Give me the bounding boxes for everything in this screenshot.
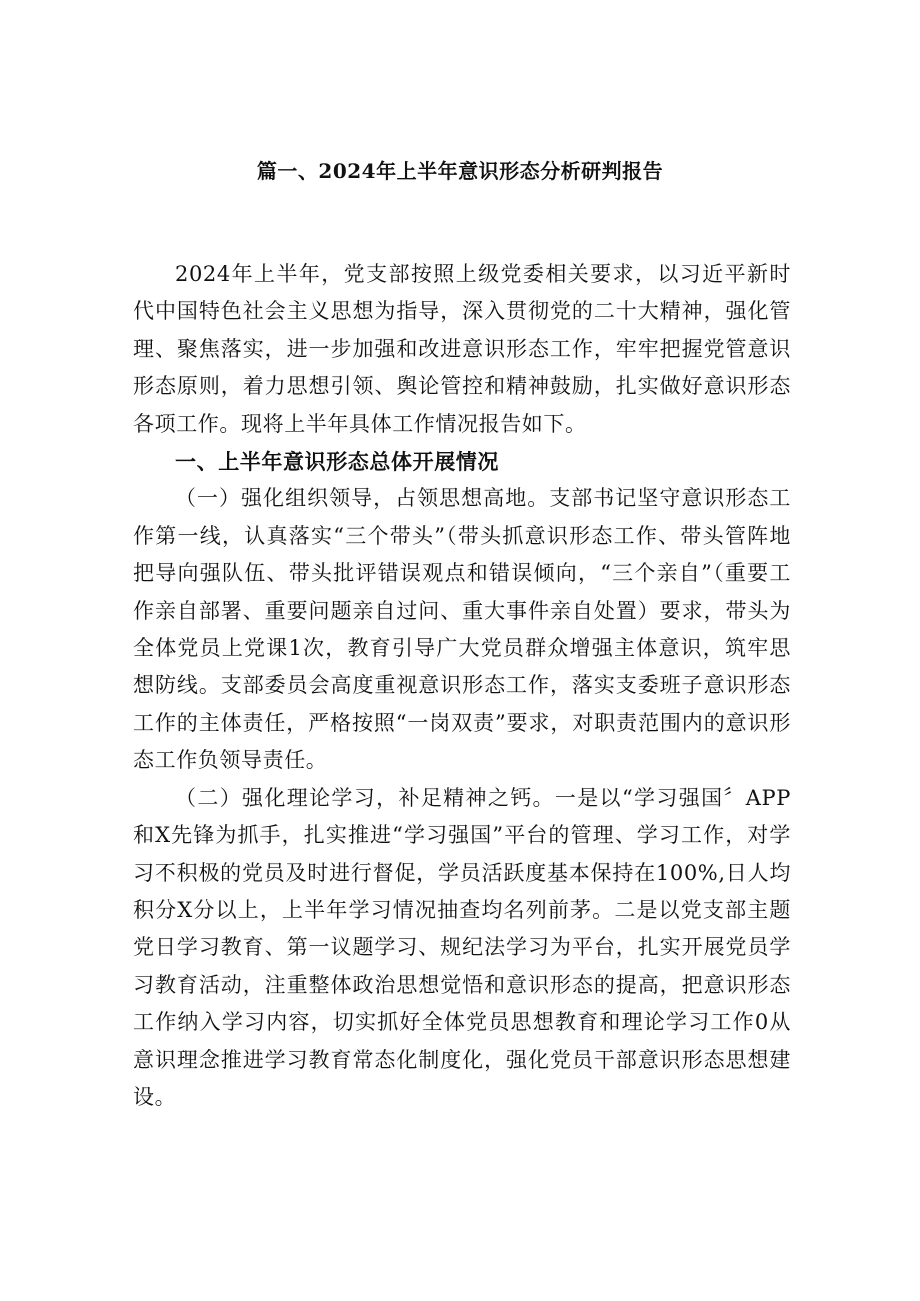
- document-title: 篇一、2024年上半年意识形态分析研判报告: [256, 159, 664, 183]
- paragraph-theory-study: （二）强化理论学习，补足精神之钙。一是以“学习强国〞APP和X先锋为抓手，扎实推进“学习强国”平台的管理、学习工作，对学习不积极的党员及时进行督促，学员活跃度基本保持在100%,日人均积分X分以上，上半年学习情况抽查均名列前茅。二是以党支部主题党日学习教育、第一议题学习、规纪法学习为平台，扎实开展党员学习教育活动，注重整体政治思想觉悟和意识形态的提高，把意识形态工作纳入学习内容，切实抓好全体党员思想教育和理论学习工作0从意识理念推进学习教育常态化制度化，强化党员干部意识形态思想建设。: [133, 785, 791, 1109]
- paragraph-organization-leadership: （一）强化组织领导，占领思想高地。支部书记坚守意识形态工作第一线，认真落实“三个带头”（带头抓意识形态工作、带头管阵地把导向强队伍、带头批评错误观点和错误倾向，“三个亲自”（重要工作亲自部署、重要问题亲自过问、重大事件亲自处置）要求，带头为全体党员上党课1次，教育引导广大党员群众增强主体意识，筑牢思想防线。支部委员会高度重视意识形态工作，落实支委班子意识形态工作的主体责任，严格按照“一岗双责”要求，对职责范围内的意识形态工作负领导责任。: [133, 486, 791, 773]
- section-heading-1: 一、上半年意识形态总体开展情况: [175, 449, 499, 475]
- intro-paragraph: 2024年上半年，党支部按照上级党委相关要求，以习近平新时代中国特色社会主义思想为指导，深入贯彻党的二十大精神，强化管理、聚焦落实，进一步加强和改进意识形态工作，牢牢把握党管意识形态原则，着力思想引领、舆论管控和精神鼓励，扎实做好意识形态各项工作。现将上半年具体工作情况报告如下。: [133, 262, 791, 436]
- document-body: [133, 256, 791, 1116]
